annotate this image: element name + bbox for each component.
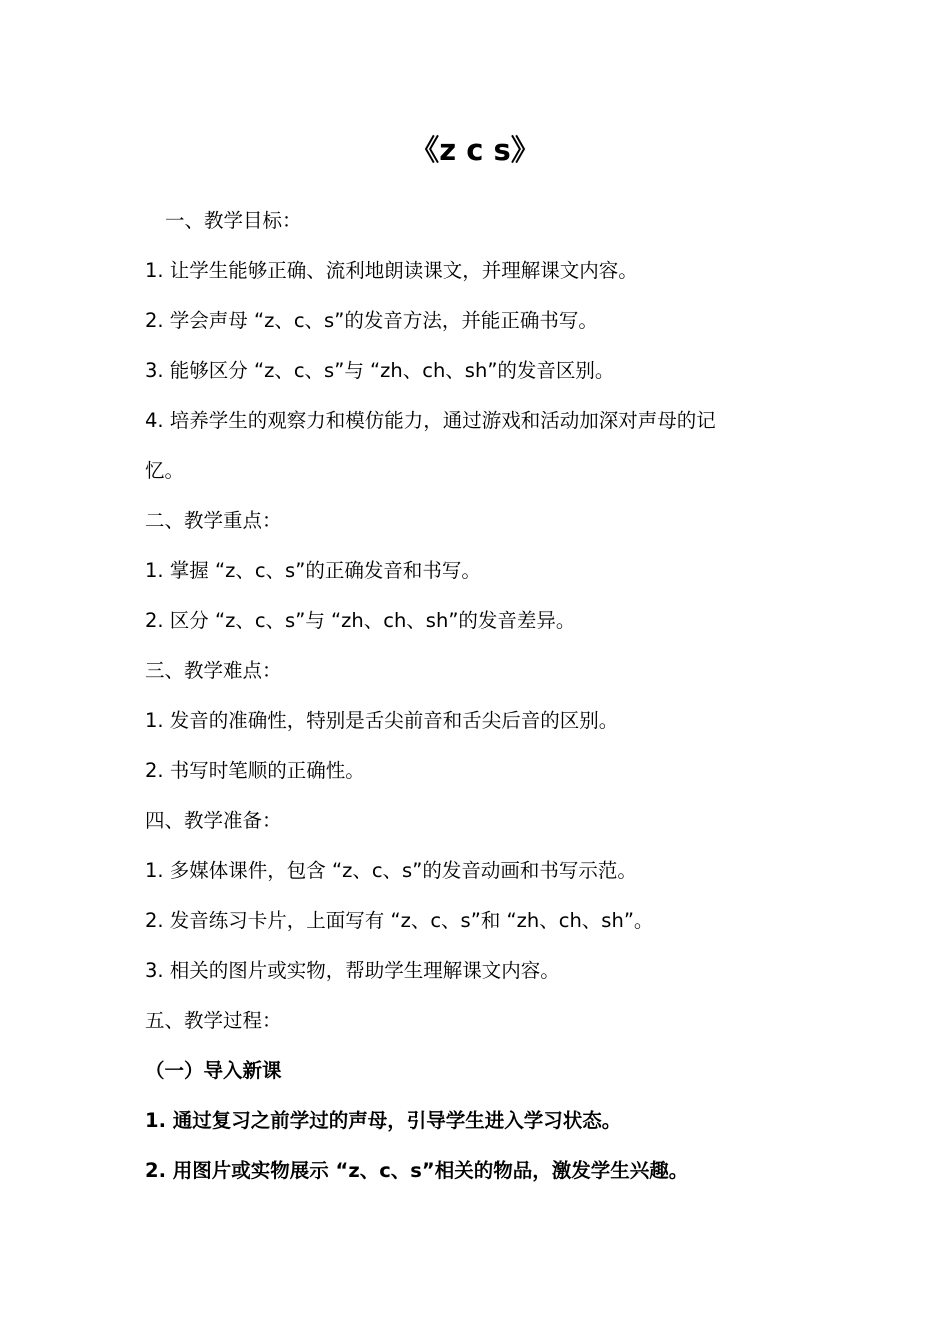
- document-body: [145, 196, 815, 1196]
- paragraph: 3. 相关的图片或实物，帮助学生理解课文内容。: [145, 959, 560, 982]
- paragraph: 1. 掌握 “z、c、s”的正确发音和书写。: [145, 559, 481, 582]
- subsection-heading-introduction: （一）导入新课: [145, 1059, 282, 1082]
- section-heading-objectives: 一、教学目标：: [165, 209, 302, 232]
- paragraph: 2. 发音练习卡片，上面写有 “z、c、s”和 “zh、ch、sh”。: [145, 909, 654, 932]
- paragraph: 3. 能够区分 “z、c、s”与 “zh、ch、sh”的发音区别。: [145, 359, 615, 382]
- paragraph-bold: 2. 用图片或实物展示 “z、c、s”相关的物品，激发学生兴趣。: [145, 1159, 689, 1182]
- paragraph-continuation: 忆。: [145, 459, 185, 482]
- document-title: 《z c s》: [410, 133, 540, 167]
- paragraph-bold: 1. 通过复习之前学过的声母，引导学生进入学习状态。: [145, 1109, 622, 1132]
- section-heading-process: 五、教学过程：: [145, 1009, 282, 1032]
- paragraph: 1. 发音的准确性，特别是舌尖前音和舌尖后音的区别。: [145, 709, 619, 732]
- section-heading-preparation: 四、教学准备：: [145, 809, 282, 832]
- paragraph: 4. 培养学生的观察力和模仿能力，通过游戏和活动加深对声母的记: [145, 409, 716, 432]
- paragraph: 2. 书写时笔顺的正确性。: [145, 759, 365, 782]
- section-heading-key-points: 二、教学重点：: [145, 509, 282, 532]
- paragraph: 2. 学会声母 “z、c、s”的发音方法，并能正确书写。: [145, 309, 598, 332]
- section-heading-difficulties: 三、教学难点：: [145, 659, 282, 682]
- paragraph: 2. 区分 “z、c、s”与 “zh、ch、sh”的发音差异。: [145, 609, 576, 632]
- paragraph: 1. 让学生能够正确、流利地朗读课文，并理解课文内容。: [145, 259, 638, 282]
- paragraph: 1. 多媒体课件，包含 “z、c、s”的发音动画和书写示范。: [145, 859, 637, 882]
